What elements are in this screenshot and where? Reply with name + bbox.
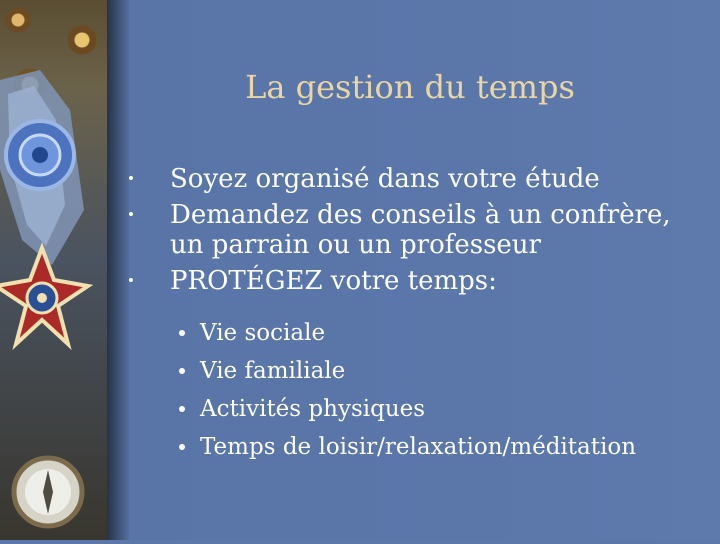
sub-bullet-item — [200, 432, 660, 462]
strip-shadow — [107, 0, 129, 540]
sub-bullet-dot-icon — [179, 368, 185, 374]
bullet-dot-icon — [129, 278, 133, 282]
sub-bullet-text: Vie familiale — [200, 358, 346, 384]
decorative-photo-strip — [0, 0, 107, 540]
bullet-text: Soyez organisé dans votre étude — [170, 164, 600, 194]
main-bullet-list — [170, 164, 700, 302]
bullet-text: Demandez des conseils à un confrère, un parrain ou un professeur — [170, 200, 671, 260]
sub-bullet-text: Temps de loisir/relaxation/méditation — [200, 434, 637, 460]
sub-bullet-item — [200, 356, 660, 386]
bullet-dot-icon — [129, 212, 133, 216]
sub-bullet-text: Vie sociale — [200, 320, 326, 346]
bullet-item — [170, 164, 700, 194]
medal-photo — [0, 0, 107, 540]
sub-bullet-text: Activités physiques — [200, 396, 426, 422]
sub-bullet-dot-icon — [179, 444, 185, 450]
sub-bullet-item — [200, 394, 660, 424]
sub-bullet-dot-icon — [179, 406, 185, 412]
sub-bullet-dot-icon — [179, 330, 185, 336]
slide-title: La gestion du temps — [245, 68, 575, 106]
bullet-item — [170, 200, 700, 260]
bullet-text: PROTÉGEZ votre temps: — [170, 266, 497, 296]
bullet-item — [170, 266, 700, 296]
sub-bullet-list — [200, 318, 660, 470]
bullet-dot-icon — [129, 176, 133, 180]
sub-bullet-item — [200, 318, 660, 348]
